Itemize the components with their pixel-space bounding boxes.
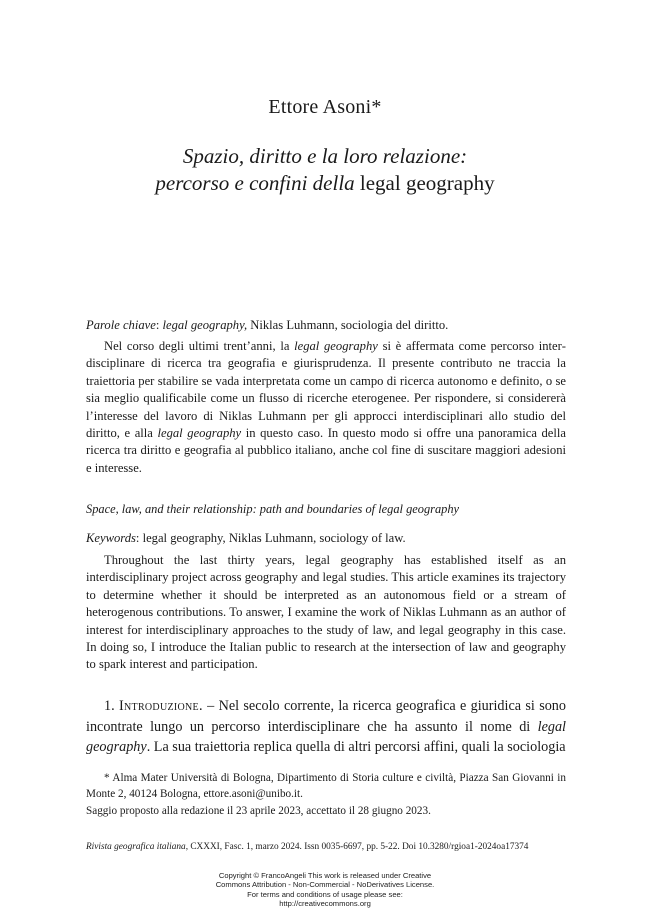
- italian-keywords-rest: Niklas Luhmann, sociologia del diritto.: [247, 318, 449, 332]
- author-name: Ettore Asoni*: [268, 96, 382, 118]
- title-line-2-italic: percorso e confini della: [155, 171, 355, 195]
- section-heading: Introduzione.: [118, 698, 203, 714]
- journal-name: Rivista geografica italiana: [86, 842, 186, 852]
- introduction-paragraph: [86, 696, 566, 758]
- article-title-line-1: [0, 142, 650, 170]
- introduction-text-2: . La sua traiettoria replica quella di altri percorsi affini, quali la sociologia: [146, 739, 566, 755]
- journal-citation: [86, 841, 566, 853]
- english-keywords-rest: : legal geography, Niklas Luhmann, sociology of law.: [135, 531, 406, 545]
- section-number: 1.: [104, 698, 119, 714]
- copyright-link[interactable]: http://creativecommons.org: [279, 898, 371, 908]
- english-abstract: Throughout the last thirty years, legal geography has established itself as an interdisciplinary project across geography and legal studies. This article examines its trajectory to determine whether it should be interpreted as an autonomous field or a stream of heterogenous contributions. To answer, I examine the work of Niklas Luhmann as an author of interest for interdisciplinary approaches to the study of law, and legal geography in this case. In doing so, I introduce the Italian public to research at the intersection of law and geography to spark interest and participation.: [86, 553, 566, 672]
- introduction-italic: legal geography: [86, 718, 566, 755]
- copyright-line-3: For terms and conditions of usage please see:: [247, 889, 403, 899]
- copyright-line-2: Commons Attribution - Non-Commercial - NoDerivatives License.: [215, 880, 435, 890]
- english-keywords-label: Keywords: [86, 531, 136, 545]
- italian-abstract-italic-1: legal geography: [294, 339, 378, 353]
- submission-note: Saggio proposto alla redazione il 23 aprile 2023, accettato il 28 giugno 2023.: [86, 805, 431, 817]
- italian-abstract-text-1: Nel corso degli ultimi trent’anni, la: [104, 339, 295, 353]
- author-footnote: * Alma Mater Università di Bologna, Dipartimento di Storia culture e civiltà, Piazza San Giovanni in Monte 2, 40124 Bologna, ettore.asoni@unibo.it.: [86, 772, 566, 800]
- italian-keywords-label: Parole chiave: [86, 318, 156, 332]
- italian-abstract-italic-2: legal geography: [157, 426, 242, 441]
- italian-keywords: [86, 317, 566, 334]
- italian-abstract-text-2: si è affermata come percorso interdisciplinare di ricerca tra geografia e giurisprudenza. Il presente contributo ne traccia la traiettoria per stabilire se vada interpretata come un campo di ricerca autonomo e definito, o se sia meglio qualificabile come un flusso di ricerche eterogenee. Per rispondere, si considererà l’interesse del lavoro di Niklas Luhmann per gli approcci interdisciplinari allo studio del diritto, e alla: [86, 339, 566, 441]
- copyright-line-1: Copyright © FrancoAngeli This work is released under Creative: [218, 871, 432, 880]
- italian-keywords-separator: :: [155, 318, 163, 332]
- title-line-2-roman: legal geography: [354, 171, 495, 195]
- introduction-text-1: – Nel secolo corrente, la ricerca geografica e giuridica si sono incontrate lungo un percorso interdisciplinare che ha assunto il nome di: [86, 698, 566, 735]
- italian-abstract-text-3: in questo caso. In questo modo si offre una panoramica della ricerca tra diritto e geografia al pubblico italiano, anche col fine di suscitare maggiori adesioni e interesse.: [86, 426, 566, 475]
- english-keywords: [86, 530, 566, 547]
- english-title: Space, law, and their relationship: path and boundaries of legal geography: [86, 502, 460, 516]
- italian-abstract: [86, 338, 566, 477]
- article-title-line-2: [0, 169, 650, 197]
- italian-keywords-italic: legal geography,: [162, 318, 248, 332]
- copyright-notice: [0, 871, 650, 908]
- title-line-1-text: Spazio, diritto e la loro relazione:: [182, 144, 468, 168]
- journal-details: , CXXXI, Fasc. 1, marzo 2024. Issn 0035-6697, pp. 5-22. Doi 10.3280/rgioa1-2024oa17374: [185, 842, 529, 852]
